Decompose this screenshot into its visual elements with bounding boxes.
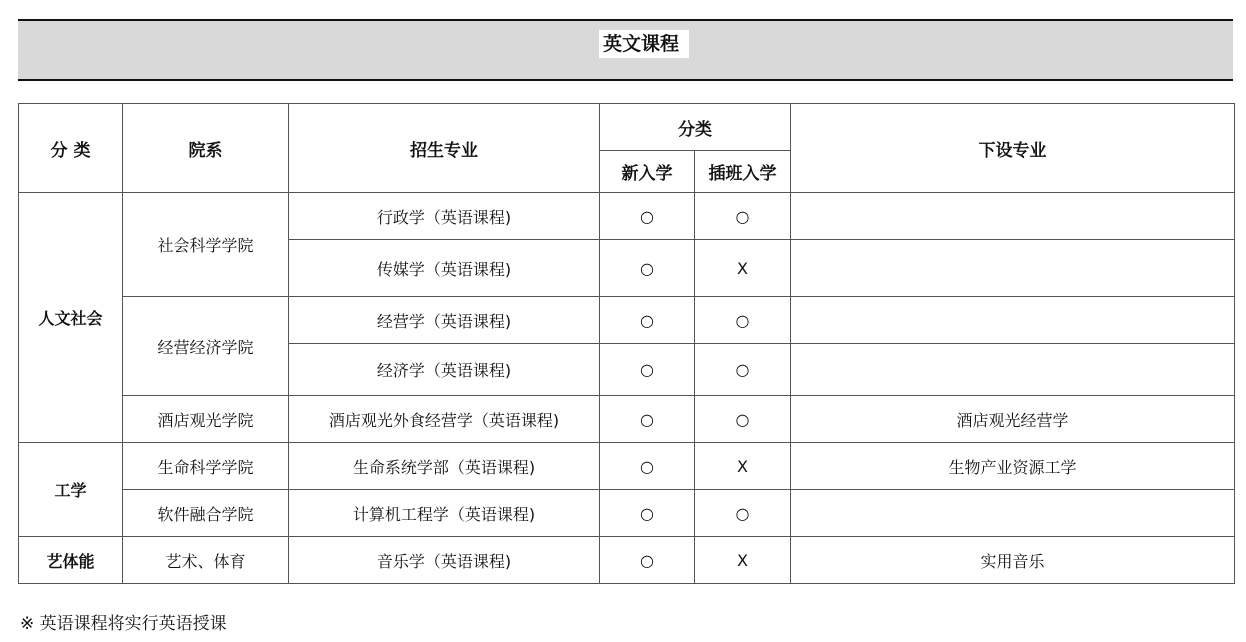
- transfer-admission-mark: ○: [695, 193, 791, 240]
- category-cell: 工学: [19, 443, 123, 537]
- table-row: [19, 396, 1235, 443]
- header-type: 分类: [600, 104, 791, 151]
- transfer-admission-mark: ○: [695, 297, 791, 344]
- new-admission-mark: ○: [600, 490, 695, 537]
- major-cell: 生命系统学部（英语课程): [289, 443, 600, 490]
- college-cell: 酒店观光学院: [123, 396, 289, 443]
- title-bar: [18, 19, 1233, 81]
- header-category: 分 类: [19, 104, 123, 193]
- new-admission-mark: ○: [600, 443, 695, 490]
- header-row: [19, 104, 1235, 151]
- transfer-admission-mark: ○: [695, 344, 791, 396]
- major-cell: 传媒学（英语课程): [289, 240, 600, 297]
- transfer-admission-mark: X: [695, 443, 791, 490]
- sub-major-cell: 酒店观光经营学: [791, 396, 1235, 443]
- major-cell: 音乐学（英语课程): [289, 537, 600, 584]
- new-admission-mark: ○: [600, 344, 695, 396]
- major-cell: 计算机工程学（英语课程): [289, 490, 600, 537]
- transfer-admission-mark: X: [695, 240, 791, 297]
- sub-major-cell: [791, 344, 1235, 396]
- major-cell: 酒店观光外食经营学（英语课程): [289, 396, 600, 443]
- table-row: [19, 490, 1235, 537]
- page-title: 英文课程: [599, 30, 689, 58]
- transfer-admission-mark: ○: [695, 396, 791, 443]
- new-admission-mark: ○: [600, 193, 695, 240]
- table-row: [19, 443, 1235, 490]
- new-admission-mark: ○: [600, 240, 695, 297]
- header-college: 院系: [123, 104, 289, 193]
- sub-major-cell: 实用音乐: [791, 537, 1235, 584]
- header-major: 招生专业: [289, 104, 600, 193]
- transfer-admission-mark: ○: [695, 490, 791, 537]
- header-sub-majors: 下设专业: [791, 104, 1235, 193]
- new-admission-mark: ○: [600, 396, 695, 443]
- new-admission-mark: ○: [600, 537, 695, 584]
- sub-major-cell: [791, 297, 1235, 344]
- footnote: ※ 英语课程将实行英语授课: [20, 614, 227, 634]
- college-cell: 社会科学学院: [123, 193, 289, 297]
- category-cell: 艺体能: [19, 537, 123, 584]
- header-transfer-admission: 插班入学: [695, 151, 791, 193]
- sub-major-cell: 生物产业资源工学: [791, 443, 1235, 490]
- transfer-admission-mark: X: [695, 537, 791, 584]
- sub-major-cell: [791, 490, 1235, 537]
- major-cell: 行政学（英语课程): [289, 193, 600, 240]
- college-cell: 艺术、体育: [123, 537, 289, 584]
- college-cell: 生命科学学院: [123, 443, 289, 490]
- college-cell: 经营经济学院: [123, 297, 289, 396]
- college-cell: 软件融合学院: [123, 490, 289, 537]
- sub-major-cell: [791, 193, 1235, 240]
- header-new-admission: 新入学: [600, 151, 695, 193]
- major-cell: 经济学（英语课程): [289, 344, 600, 396]
- table-row: [19, 537, 1235, 584]
- category-cell: 人文社会: [19, 193, 123, 443]
- sub-major-cell: [791, 240, 1235, 297]
- course-table: [18, 103, 1235, 584]
- major-cell: 经营学（英语课程): [289, 297, 600, 344]
- table-row: [19, 297, 1235, 344]
- table-row: [19, 193, 1235, 240]
- new-admission-mark: ○: [600, 297, 695, 344]
